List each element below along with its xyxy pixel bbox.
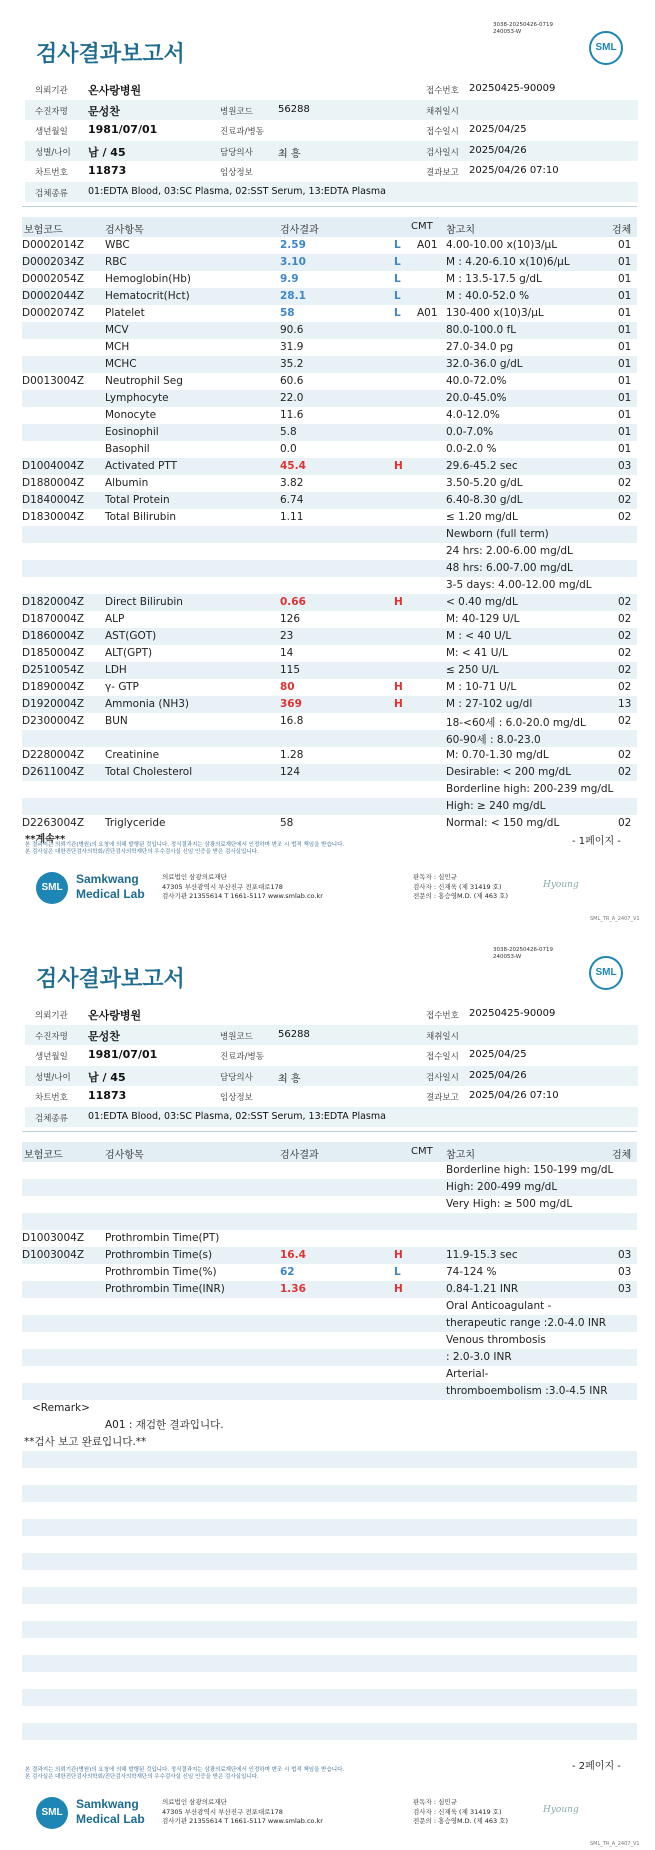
specimen-code: 01 xyxy=(618,375,632,387)
table-row xyxy=(22,764,637,781)
table-row xyxy=(22,1264,637,1281)
test-code: D0002074Z xyxy=(22,307,85,319)
test-code: D2611004Z xyxy=(22,766,85,778)
table-row xyxy=(22,254,637,271)
table-row xyxy=(22,1349,637,1366)
test-code: D0002034Z xyxy=(22,256,85,268)
test-result: 9.9 xyxy=(280,273,299,285)
test-code: D0002054Z xyxy=(22,273,85,285)
specimen-code: 02 xyxy=(618,494,632,506)
comment-code: A01 xyxy=(417,307,438,319)
divider xyxy=(22,206,637,207)
reference-range: 4.00-10.00 x(10)3/μL xyxy=(446,239,558,251)
empty-row xyxy=(22,1587,637,1604)
specimen-code: 13 xyxy=(618,698,632,710)
test-code: D1860004Z xyxy=(22,630,85,642)
result-flag: H xyxy=(394,1249,403,1261)
test-result: 90.6 xyxy=(280,324,304,336)
table-row xyxy=(22,628,637,645)
result-flag: H xyxy=(394,460,403,472)
specimen-code: 01 xyxy=(618,256,632,268)
table-row xyxy=(22,322,637,339)
test-result: 3.10 xyxy=(280,256,306,268)
reference-range: M : 4.20-6.10 x(10)6/μL xyxy=(446,256,570,268)
specimen-code: 01 xyxy=(618,341,632,353)
test-code: D0002044Z xyxy=(22,290,85,302)
reference-range: 24 hrs: 2.00-6.00 mg/dL xyxy=(446,545,573,557)
test-name: Total Cholesterol xyxy=(105,766,193,778)
test-result: 115 xyxy=(280,664,301,676)
reference-range: 11.9-15.3 sec xyxy=(446,1249,518,1261)
report-complete-note: **검사 보고 완료입니다.** xyxy=(24,1436,147,1448)
specimen-code: 02 xyxy=(618,511,632,523)
test-name: Platelet xyxy=(105,307,145,319)
reference-range: 4.0-12.0% xyxy=(446,409,500,421)
reference-range: ≤ 250 U/L xyxy=(446,664,499,676)
test-code: D1890004Z xyxy=(22,681,85,693)
test-name: Eosinophil xyxy=(105,426,159,438)
hospital-code-value: 56288 xyxy=(278,103,310,115)
table-row xyxy=(22,1366,637,1383)
reference-range: M : 13.5-17.5 g/dL xyxy=(446,273,542,285)
reference-range: 0.0-2.0 % xyxy=(446,443,497,455)
test-result: 0.66 xyxy=(280,596,306,608)
signature: Hyoung xyxy=(543,880,579,890)
test-code: D1850004Z xyxy=(22,647,85,659)
reference-range: 32.0-36.0 g/dL xyxy=(446,358,523,370)
test-result: 28.1 xyxy=(280,290,306,302)
barcode-text: 3038-20250426-0719 240053-W xyxy=(493,947,553,960)
lab-address: 의료법인 삼광의료재단 47305 부산광역시 부산진구 전포대로178 검사기관 21355614 T 1661-5117 www.smlab.co.kr xyxy=(162,1798,323,1825)
test-code: D1003004Z xyxy=(22,1232,85,1244)
table-row xyxy=(22,441,637,458)
test-name: Albumin xyxy=(105,477,149,489)
reference-range: M : < 40 U/L xyxy=(446,630,512,642)
result-flag: H xyxy=(394,698,403,710)
test-result: 35.2 xyxy=(280,358,304,370)
specimen-code: 02 xyxy=(618,613,632,625)
table-row xyxy=(22,1196,637,1213)
table-row xyxy=(22,662,637,679)
test-result: 22.0 xyxy=(280,392,304,404)
table-row xyxy=(22,458,637,475)
result-flag: L xyxy=(394,239,401,251)
specimen-code: 02 xyxy=(618,715,632,727)
test-name: LDH xyxy=(105,664,127,676)
institution-value: 온사랑병원 xyxy=(88,84,142,97)
patient-info xyxy=(25,79,638,202)
reference-range: M: 0.70-1.30 mg/dL xyxy=(446,749,549,761)
info-row-birth: 생년월일 1981/07/01 진료과/병동 접수일시 2025/04/25 xyxy=(35,123,527,137)
report-title: 검사결과보고서 xyxy=(36,42,185,67)
reference-range: M: 40-129 U/L xyxy=(446,613,520,625)
sml-logo-icon: SML xyxy=(36,872,68,904)
test-code: D1840004Z xyxy=(22,494,85,506)
info-row-institution: 의뢰기관 온사랑병원 접수번호 20250425-90009 xyxy=(35,83,556,97)
specimen-code: 01 xyxy=(618,307,632,319)
test-code: D1870004Z xyxy=(22,613,85,625)
test-name: MCHC xyxy=(105,358,137,370)
result-flag: L xyxy=(394,1266,401,1278)
remarks xyxy=(22,1400,637,1451)
test-result: 1.36 xyxy=(280,1283,306,1295)
table-row xyxy=(22,1332,637,1349)
empty-row xyxy=(22,1519,637,1536)
test-name: Total Bilirubin xyxy=(105,511,177,523)
test-result: 16.8 xyxy=(280,715,304,727)
table-row xyxy=(22,543,637,560)
table-row xyxy=(22,390,637,407)
specimen-code: 01 xyxy=(618,239,632,251)
sml-logo-icon: SML xyxy=(36,1797,68,1829)
table-row xyxy=(22,1383,637,1400)
lab-address: 의료법인 삼광의료재단 47305 부산광역시 부산진구 전포대로178 검사기관 21355614 T 1661-5117 www.smlab.co.kr xyxy=(162,873,323,900)
page-number: - 2페이지 - xyxy=(572,1761,621,1772)
patient-info: 의뢰기관 온사랑병원 접수번호 20250425-90009 수진자명 문성찬 병원코드 56288 채취일시 생년월일 1981/07/01 진료과/병동 접수일시 2025/04/25 성별/나이 남 / 45 담당의사 최 흥 검사일시 2025/04/26 차트번호 11873 임상정보 결과보고 2025/04/26 07:10 검체종류 01:EDTA Blood, 03:SC Plasma, 02:SST Serum, 13:EDTA Plasma xyxy=(25,1004,638,1127)
receipt-date-value: 2025/04/25 xyxy=(469,124,527,135)
test-code: D0002014Z xyxy=(22,239,85,251)
info-row-specimen: 검체종류 01:EDTA Blood, 03:SC Plasma, 02:SST Serum, 13:EDTA Plasma xyxy=(25,182,638,203)
test-name: γ- GTP xyxy=(105,681,139,693)
table-row xyxy=(22,1315,637,1332)
reference-range: Normal: < 150 mg/dL xyxy=(446,817,560,829)
table-row xyxy=(22,713,637,730)
doctor-value: 최 흥 xyxy=(278,148,301,160)
test-code: D0013004Z xyxy=(22,375,85,387)
table-row xyxy=(22,730,637,747)
test-code: D1820004Z xyxy=(22,596,85,608)
result-flag: H xyxy=(394,681,403,693)
test-name: Prothrombin Time(PT) xyxy=(105,1232,220,1244)
test-result: 60.6 xyxy=(280,375,304,387)
table-row xyxy=(22,492,637,509)
results-table-page-2 xyxy=(22,1162,637,1400)
test-code: D1003004Z xyxy=(22,1249,85,1261)
reference-range: M: < 41 U/L xyxy=(446,647,508,659)
test-name: Lymphocyte xyxy=(105,392,169,404)
specimen-code: 03 xyxy=(618,1266,632,1278)
reference-range: M : 40.0-52.0 % xyxy=(446,290,530,302)
table-row xyxy=(22,475,637,492)
specimen-code: 02 xyxy=(618,817,632,829)
test-code: D1920004Z xyxy=(22,698,85,710)
results-table-page-1 xyxy=(22,237,637,832)
test-result: 23 xyxy=(280,630,294,642)
test-name: Hemoglobin(Hb) xyxy=(105,273,192,285)
page-number: - 1페이지 - xyxy=(572,836,621,847)
footer-note: 본 결과지는 의뢰기관(병원)의 요청에 의해 발행된 것입니다. 정식결과지는 삼광의료재단에서 인정하며 변조 시 법적 책임을 받습니다. 본 검사실은 대한진단검사의학회/진단검사의학재단의 우수검사실 신임 인증을 받은 검사실입니다. xyxy=(25,1767,345,1780)
specimen-code: 03 xyxy=(618,1249,632,1261)
table-row xyxy=(22,1230,637,1247)
empty-row xyxy=(22,1451,637,1468)
reference-range: High: ≥ 240 mg/dL xyxy=(446,800,546,812)
divider xyxy=(22,1131,637,1132)
specimen-code: 02 xyxy=(618,647,632,659)
empty-row xyxy=(22,1485,637,1502)
test-result: 124 xyxy=(280,766,301,778)
specimen-code: 02 xyxy=(618,664,632,676)
report-page-2 xyxy=(0,925,655,1850)
reference-range: 6.40-8.30 g/dL xyxy=(446,494,523,506)
specimen-code: 01 xyxy=(618,358,632,370)
test-name: Activated PTT xyxy=(105,460,178,472)
test-name: Direct Bilirubin xyxy=(105,596,183,608)
results-table-header: 보험코드 검사항목 검사결과 CMT 참고치 검체 xyxy=(22,1142,637,1162)
info-row-patient: 수진자명 문성찬 병원코드 56288 채취일시 xyxy=(25,100,638,121)
test-result: 58 xyxy=(280,817,294,829)
specimen-code: 01 xyxy=(618,409,632,421)
reference-range: 48 hrs: 6.00-7.00 mg/dL xyxy=(446,562,573,574)
table-row xyxy=(22,424,637,441)
reference-range: 20.0-45.0% xyxy=(446,392,507,404)
reference-range: 60-90세 : 8.0-23.0 xyxy=(446,734,541,746)
table-row xyxy=(22,1162,637,1179)
table-row xyxy=(22,781,637,798)
table-row xyxy=(22,339,637,356)
result-flag: H xyxy=(394,1283,403,1295)
table-row xyxy=(22,1281,637,1298)
table-row xyxy=(22,815,637,832)
test-name: ALT(GPT) xyxy=(105,647,153,659)
test-result: 1.28 xyxy=(280,749,304,761)
specimen-code: 01 xyxy=(618,426,632,438)
lab-staff: 판독자 : 심민규 검사자 : 신재욱 (제 31419 호) 전문의 : 홍승영M.D. (제 463 호) xyxy=(413,1798,508,1825)
reference-range: 0.0-7.0% xyxy=(446,426,494,438)
table-row xyxy=(22,288,637,305)
specimen-code: 02 xyxy=(618,596,632,608)
specimen-code: 01 xyxy=(618,273,632,285)
specimen-value: 01:EDTA Blood, 03:SC Plasma, 02:SST Serum, 13:EDTA Plasma xyxy=(88,185,386,197)
specimen-code: 01 xyxy=(618,443,632,455)
reference-range: 80.0-100.0 fL xyxy=(446,324,517,336)
comment-code: A01 xyxy=(417,239,438,251)
test-code: D2300004Z xyxy=(22,715,85,727)
receipt-no-value: 20250425-90009 xyxy=(469,83,556,94)
test-result: 62 xyxy=(280,1266,295,1278)
test-name: Prothrombin Time(s) xyxy=(105,1249,213,1261)
reference-range: Borderline high: 150-199 mg/dL xyxy=(446,1164,614,1176)
test-name: Monocyte xyxy=(105,409,157,421)
empty-row xyxy=(22,1553,637,1570)
info-row-chart: 차트번호 11873 임상정보 결과보고 2025/04/26 07:10 xyxy=(35,164,559,178)
test-name: Triglyceride xyxy=(105,817,166,829)
result-flag: H xyxy=(394,596,403,608)
table-row xyxy=(22,1298,637,1315)
empty-row xyxy=(22,1689,637,1706)
table-row xyxy=(22,237,637,254)
table-row xyxy=(22,611,637,628)
reference-range: Borderline high: 200-239 mg/dL xyxy=(446,783,614,795)
reference-range: therapeutic range :2.0-4.0 INR xyxy=(446,1317,607,1329)
test-code: D2263004Z xyxy=(22,817,85,829)
barcode-text: 3038-20250426-0719 240053-W xyxy=(493,22,553,35)
table-row xyxy=(22,1213,637,1230)
reference-range: High: 200-499 mg/dL xyxy=(446,1181,558,1193)
form-version: SML_TR_A_2407_V1 xyxy=(590,916,640,922)
signature: Hyoung xyxy=(543,1805,579,1815)
test-name: Prothrombin Time(%) xyxy=(105,1266,217,1278)
patient-value: 문성찬 xyxy=(88,104,120,118)
reference-range: : 2.0-3.0 INR xyxy=(446,1351,512,1363)
test-name: Hematocrit(Hct) xyxy=(105,290,190,302)
test-result: 6.74 xyxy=(280,494,304,506)
specimen-code: 02 xyxy=(618,766,632,778)
test-name: Basophil xyxy=(105,443,150,455)
result-flag: L xyxy=(394,256,401,268)
test-result: 3.82 xyxy=(280,477,304,489)
specimen-code: 02 xyxy=(618,681,632,693)
test-result: 126 xyxy=(280,613,301,625)
test-result: 369 xyxy=(280,698,302,710)
table-row xyxy=(22,594,637,611)
specimen-code: 03 xyxy=(618,1283,632,1295)
reference-range: 0.84-1.21 INR xyxy=(446,1283,519,1295)
reference-range: thromboembolism :3.0-4.5 INR xyxy=(446,1385,608,1397)
table-row xyxy=(22,645,637,662)
chart-value: 11873 xyxy=(88,164,127,177)
samkwang-logo: SML Samkwang Medical Lab xyxy=(36,1795,156,1835)
sml-logo-icon: SML xyxy=(589,31,623,65)
continue-mark: **계속** xyxy=(25,834,66,845)
result-flag: L xyxy=(394,273,401,285)
test-code: D1830004Z xyxy=(22,511,85,523)
form-version: SML_TR_A_2407_V1 xyxy=(590,1841,640,1847)
reference-range: 29.6-45.2 sec xyxy=(446,460,518,472)
test-name: RBC xyxy=(105,256,127,268)
table-row xyxy=(22,373,637,390)
table-row xyxy=(22,509,637,526)
reference-range: Desirable: < 200 mg/dL xyxy=(446,766,572,778)
specimen-code: 02 xyxy=(618,749,632,761)
specimen-code: 03 xyxy=(618,460,632,472)
table-row xyxy=(22,526,637,543)
test-result: 45.4 xyxy=(280,460,306,472)
reference-range: 18-<60세 : 6.0-20.0 mg/dL xyxy=(446,717,586,729)
test-name: ALP xyxy=(105,613,125,625)
table-row xyxy=(22,305,637,322)
sml-logo-icon: SML xyxy=(589,956,623,990)
sex-age-value: 남 / 45 xyxy=(88,145,126,159)
test-name: AST(GOT) xyxy=(105,630,157,642)
reference-range: ≤ 1.20 mg/dL xyxy=(446,511,518,523)
test-result: 5.8 xyxy=(280,426,297,438)
test-name: Total Protein xyxy=(105,494,170,506)
reference-range: Newborn (full term) xyxy=(446,528,549,540)
reference-range: Arterial- xyxy=(446,1368,489,1380)
test-result: 31.9 xyxy=(280,341,304,353)
table-row xyxy=(22,577,637,594)
specimen-code: 01 xyxy=(618,290,632,302)
test-code: D2510054Z xyxy=(22,664,85,676)
test-date-value: 2025/04/26 xyxy=(469,144,527,156)
results-table-header: 보험코드 검사항목 검사결과 CMT 참고치 검체 xyxy=(22,217,637,237)
test-result: 1.11 xyxy=(280,511,304,523)
empty-row xyxy=(22,1723,637,1740)
report-title: 검사결과보고서 xyxy=(36,967,185,992)
info-row-sex-age: 성별/나이 남 / 45 담당의사 최 흥 검사일시 2025/04/26 xyxy=(25,141,638,162)
test-result: 0.0 xyxy=(280,443,297,455)
reference-range: M : 27-102 ug/dl xyxy=(446,698,533,710)
birth-value: 1981/07/01 xyxy=(88,123,158,136)
test-code: D2280004Z xyxy=(22,749,85,761)
reference-range: Very High: ≥ 500 mg/dL xyxy=(446,1198,573,1210)
remark-title: <Remark> xyxy=(32,1402,90,1414)
result-flag: L xyxy=(394,290,401,302)
test-name: Creatinine xyxy=(105,749,160,761)
test-result: 80 xyxy=(280,681,295,693)
specimen-code: 02 xyxy=(618,630,632,642)
result-flag: L xyxy=(394,307,401,319)
specimen-code: 01 xyxy=(618,324,632,336)
table-row xyxy=(22,356,637,373)
table-row xyxy=(22,271,637,288)
reference-range: 3-5 days: 4.00-12.00 mg/dL xyxy=(446,579,592,591)
specimen-code: 02 xyxy=(618,477,632,489)
test-result: 2.59 xyxy=(280,239,306,251)
test-name: Neutrophil Seg xyxy=(105,375,183,387)
reference-range: Venous thrombosis xyxy=(446,1334,546,1346)
reference-range: 40.0-72.0% xyxy=(446,375,507,387)
footer-note: 본 결과지는 의뢰기관(병원)의 요청에 의해 발행된 것입니다. 정식결과지는 삼광의료재단에서 인정하며 변조 시 법적 책임을 받습니다. 본 검사실은 대한진단검사의학회/진단검사의학재단의 우수검사실 신임 인증을 받은 검사실입니다. xyxy=(25,842,345,855)
test-name: BUN xyxy=(105,715,128,727)
test-name: Prothrombin Time(INR) xyxy=(105,1283,225,1295)
reference-range: < 0.40 mg/dL xyxy=(446,596,518,608)
test-name: MCH xyxy=(105,341,130,353)
test-result: 58 xyxy=(280,307,295,319)
empty-row xyxy=(22,1655,637,1672)
remark-a01: A01 : 재검한 결과입니다. xyxy=(105,1419,224,1431)
test-result: 16.4 xyxy=(280,1249,306,1261)
table-row xyxy=(22,747,637,764)
empty-row xyxy=(22,1621,637,1638)
table-row xyxy=(22,679,637,696)
specimen-code: 01 xyxy=(618,392,632,404)
reference-range: 130-400 x(10)3/μL xyxy=(446,307,544,319)
table-row xyxy=(22,1247,637,1264)
reference-range: 74-124 % xyxy=(446,1266,497,1278)
test-name: MCV xyxy=(105,324,129,336)
lab-staff: 판독자 : 심민규 검사자 : 신재욱 (제 31419 호) 전문의 : 홍승영M.D. (제 463 호) xyxy=(413,873,508,900)
reference-range: M : 10-71 U/L xyxy=(446,681,517,693)
reference-range: 27.0-34.0 pg xyxy=(446,341,514,353)
table-row xyxy=(22,407,637,424)
reference-range: Oral Anticoagulant - xyxy=(446,1300,552,1312)
test-code: D1880004Z xyxy=(22,477,85,489)
reference-range: 3.50-5.20 g/dL xyxy=(446,477,523,489)
test-name: Ammonia (NH3) xyxy=(105,698,190,710)
table-row xyxy=(22,696,637,713)
report-date-value: 2025/04/26 07:10 xyxy=(469,165,559,176)
test-name: WBC xyxy=(105,239,130,251)
table-row xyxy=(22,798,637,815)
test-code: D1004004Z xyxy=(22,460,85,472)
samkwang-logo: SML Samkwang Medical Lab xyxy=(36,870,156,910)
test-result: 14 xyxy=(280,647,294,659)
test-result: 11.6 xyxy=(280,409,304,421)
table-row xyxy=(22,560,637,577)
table-row xyxy=(22,1179,637,1196)
